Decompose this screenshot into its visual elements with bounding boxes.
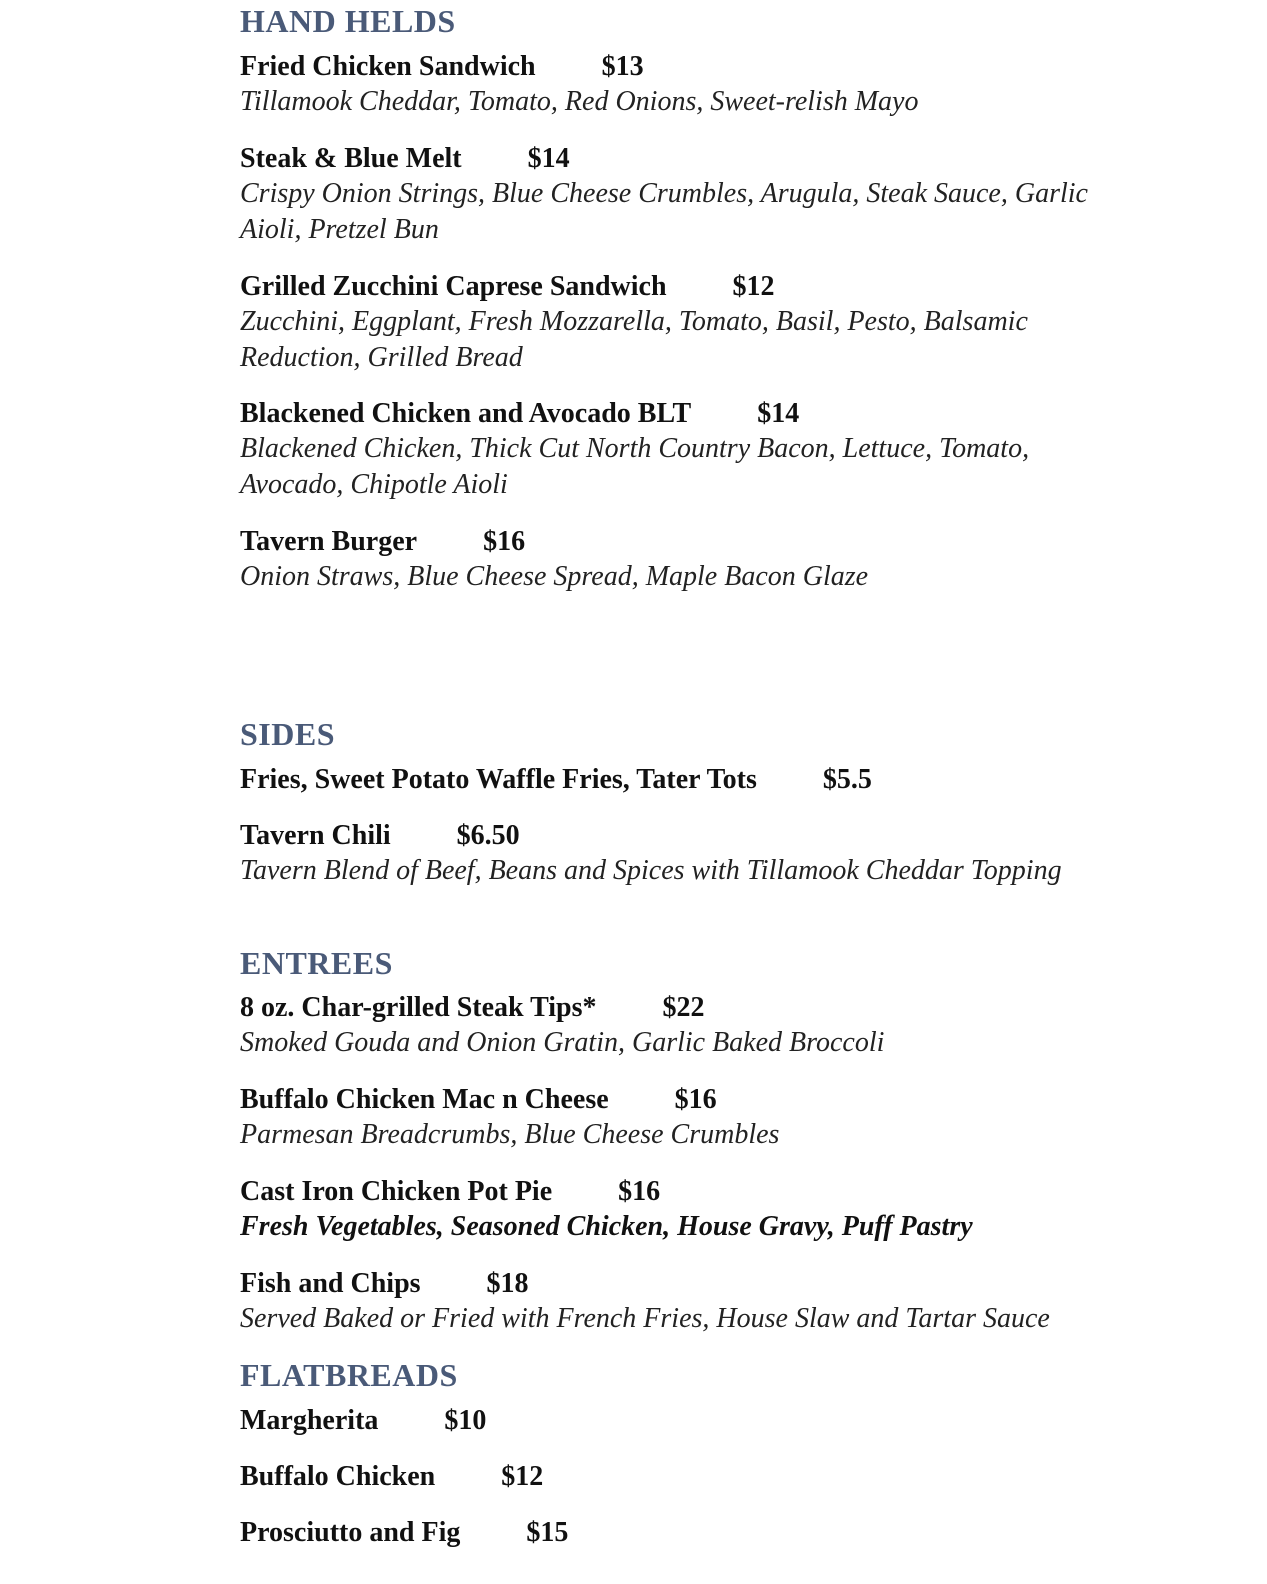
item-name: Buffalo Chicken [240, 1461, 436, 1492]
item-price: $22 [662, 992, 705, 1023]
menu-item [240, 397, 1220, 503]
item-description: Blackened Chicken, Thick Cut North Country Bacon, Lettuce, Tomato, Avocado, Chipotle Aioli [240, 433, 1030, 500]
section-title: FLATBREADS [240, 1357, 458, 1393]
item-name: 8 oz. Char-grilled Steak Tips* [240, 992, 597, 1023]
item-price: $10 [444, 1405, 487, 1436]
menu-item [240, 1516, 1220, 1550]
menu-item [240, 1404, 1220, 1438]
menu-item [240, 50, 1220, 120]
section-title: SIDES [240, 716, 335, 752]
item-name: Fried Chicken Sandwich [240, 51, 536, 82]
menu-item [240, 1083, 1220, 1153]
item-name: Tavern Chili [240, 820, 391, 851]
item-name: Margherita [240, 1405, 379, 1436]
item-description: Tavern Blend of Beef, Beans and Spices with Tillamook Cheddar Topping [240, 855, 1062, 886]
item-description: Zucchini, Eggplant, Fresh Mozzarella, Tomato, Basil, Pesto, Balsamic Reduction, Grilled Bread [240, 306, 1028, 373]
menu-item [240, 1267, 1220, 1337]
item-name: Buffalo Chicken Mac n Cheese [240, 1084, 609, 1115]
item-price: $12 [732, 271, 775, 302]
menu-item [240, 1175, 1220, 1245]
menu-item [240, 1460, 1220, 1494]
item-name: Tavern Burger [240, 526, 418, 557]
item-description: Smoked Gouda and Onion Gratin, Garlic Baked Broccoli [240, 1027, 885, 1058]
section-title: HAND HELDS [240, 3, 456, 39]
item-price: $13 [601, 51, 644, 82]
item-price: $16 [483, 526, 526, 557]
item-name: Cast Iron Chicken Pot Pie [240, 1176, 553, 1207]
item-name: Steak & Blue Melt [240, 143, 462, 174]
item-description: Fresh Vegetables, Seasoned Chicken, House Gravy, Puff Pastry [240, 1211, 973, 1242]
menu-item [240, 142, 1220, 248]
item-name: Prosciutto and Fig [240, 1517, 461, 1548]
item-description: Onion Straws, Blue Cheese Spread, Maple Bacon Glaze [240, 561, 869, 592]
item-price: $12 [501, 1461, 544, 1492]
item-price: $15 [526, 1517, 569, 1548]
menu-item [240, 991, 1220, 1061]
menu-item [240, 763, 1220, 797]
item-price: $14 [757, 398, 800, 429]
menu-item [240, 270, 1220, 376]
item-name: Fries, Sweet Potato Waffle Fries, Tater Tots [240, 764, 757, 795]
item-description: Crispy Onion Strings, Blue Cheese Crumbles, Arugula, Steak Sauce, Garlic Aioli, Pretzel Bun [240, 178, 1088, 245]
item-name: Blackened Chicken and Avocado BLT [240, 398, 692, 429]
item-description: Served Baked or Fried with French Fries, House Slaw and Tartar Sauce [240, 1303, 1050, 1334]
item-name: Fish and Chips [240, 1268, 421, 1299]
section-title: ENTREES [240, 945, 393, 981]
item-price: $6.50 [456, 820, 520, 851]
menu-item [240, 525, 1220, 595]
item-price: $16 [674, 1084, 717, 1115]
item-price: $5.5 [822, 764, 872, 795]
item-price: $16 [618, 1176, 661, 1207]
item-name: Grilled Zucchini Caprese Sandwich [240, 271, 667, 302]
item-price: $14 [527, 143, 570, 174]
menu-item [240, 819, 1220, 889]
item-description: Parmesan Breadcrumbs, Blue Cheese Crumbles [240, 1119, 780, 1150]
item-description: Tillamook Cheddar, Tomato, Red Onions, Sweet-relish Mayo [240, 86, 919, 117]
item-price: $18 [486, 1268, 529, 1299]
